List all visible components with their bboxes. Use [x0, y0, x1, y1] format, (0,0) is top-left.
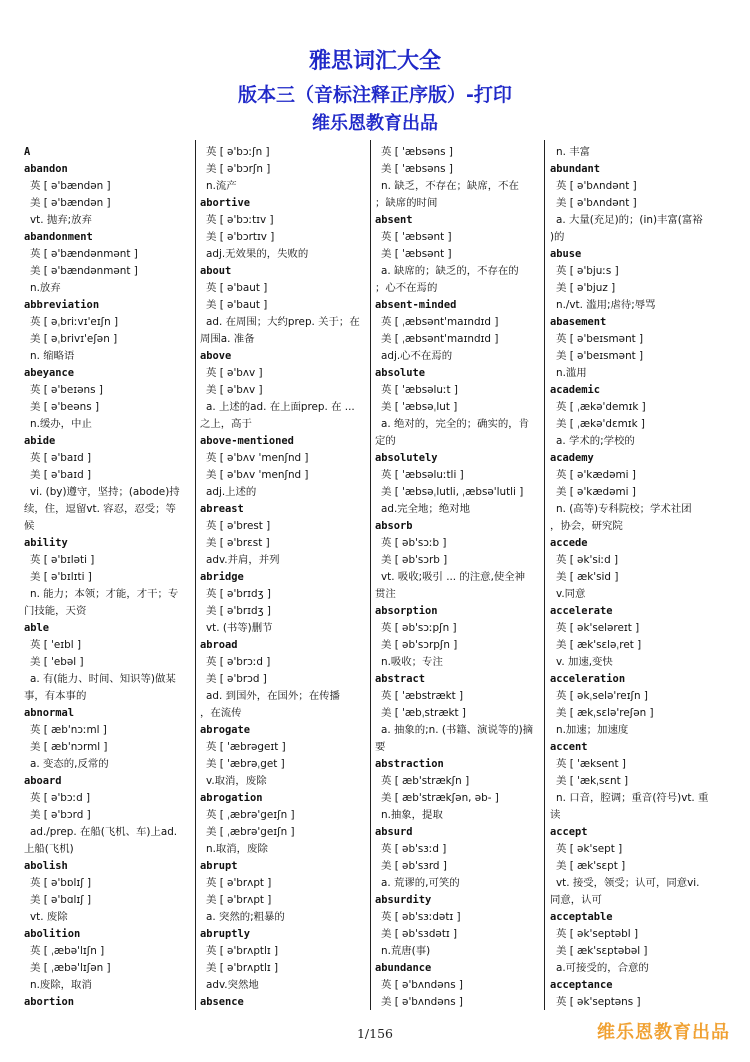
- entry-line: n. 丰富: [556, 146, 590, 158]
- entry-line: 美 [ ə'bɔrtɪv ]: [206, 231, 275, 243]
- entry-line: 美 [ ə'bʌv 'menʃnd ]: [206, 469, 309, 481]
- entry-line: a. 大量(充足)的；(in)丰富(富裕: [556, 214, 703, 226]
- headword: abortive: [200, 197, 251, 209]
- entry-line: n. 缩略语: [30, 350, 75, 362]
- entry-line: 美 [ ə'kædəmi ]: [556, 486, 636, 498]
- entry-line: 英 [ əkˌselə'reɪʃn ]: [556, 690, 648, 702]
- entry-line: n.缓办，中止: [30, 418, 92, 430]
- headword: academy: [550, 452, 594, 464]
- entry-line: 美 [ æb'strækʃən, əb- ]: [381, 792, 499, 804]
- entry-line: 英 [ ˌæbrə'geɪʃn ]: [206, 809, 295, 821]
- headword: abolish: [24, 860, 68, 872]
- entry-continuation: ，协会，研究院: [550, 520, 623, 532]
- entry-line: a. 绝对的，完全的；确实的，肯: [381, 418, 530, 430]
- entry-continuation: ，在流传: [200, 707, 242, 719]
- headword: absent: [375, 214, 413, 226]
- entry-line: a. 变态的,反常的: [30, 758, 109, 770]
- entry-line: 美 [ ə'bʌndəns ]: [381, 996, 463, 1008]
- entry-line: 英 [ ə'baɪd ]: [30, 452, 92, 464]
- entry-line: 美 [ ˌæbə'lɪʃən ]: [30, 962, 111, 974]
- entry-line: n.放弃: [30, 282, 61, 294]
- entry-line: a. 上述的ad. 在上面prep. 在 ...: [206, 401, 355, 413]
- headword: acceleration: [550, 673, 626, 685]
- entry-line: 英 [ 'æbsəluːtli ]: [381, 469, 464, 481]
- entry-line: n. 缺乏，不存在；缺席，不在: [381, 180, 519, 192]
- entry-line: 美 [ ə'bændənmənt ]: [30, 265, 138, 277]
- entry-line: 美 [ ə'baɪd ]: [30, 469, 92, 481]
- headword: absolutely: [375, 452, 438, 464]
- entry-continuation: 同意，认可: [550, 894, 602, 906]
- entry-line: vt. 废除: [30, 911, 68, 923]
- headword: absent-minded: [375, 299, 457, 311]
- entry-line: 美 [ ə'bɔrʃn ]: [206, 163, 271, 175]
- entry-line: 英 [ 'æbsəluːt ]: [381, 384, 458, 396]
- entry-line: a.可接受的，合意的: [556, 962, 649, 974]
- headword: academic: [550, 384, 601, 396]
- headword: above: [200, 350, 232, 362]
- entry-line: 美 [ 'æbrəˌget ]: [206, 758, 285, 770]
- entry-line: 英 [ ə'bʌv 'menʃnd ]: [206, 452, 309, 464]
- entry-line: 英 [ ə'bændən ]: [30, 180, 111, 192]
- headword: A: [24, 146, 31, 158]
- entry-line: 英 [ ə'bɪləti ]: [30, 554, 95, 566]
- entry-line: 英 [ ək'septəns ]: [556, 996, 641, 1008]
- entry-line: 美 [ æk'sɛpt ]: [556, 860, 626, 872]
- entry-line: 英 [ ə'kædəmi ]: [556, 469, 636, 481]
- entry-line: a. 抽象的;n. (书籍、演说等的)摘: [381, 724, 534, 736]
- entry-line: 英 [ ə'bɔːd ]: [30, 792, 91, 804]
- column-divider: [370, 140, 371, 1010]
- entry-line: 英 [ ə'bɔːtɪv ]: [206, 214, 274, 226]
- entry-line: n.加速；加速度: [556, 724, 629, 736]
- entry-line: a. 荒谬的,可笑的: [381, 877, 460, 889]
- entry-line: n.吸收；专注: [381, 656, 443, 668]
- watermark-logo: 维乐恩教育出品: [597, 1022, 730, 1043]
- entry-line: a. 突然的;粗暴的: [206, 911, 285, 923]
- entry-line: 英 [ ˌæbə'lɪʃn ]: [30, 945, 105, 957]
- entry-line: a. 缺席的；缺乏的，不存在的: [381, 265, 519, 277]
- entry-line: 美 [ ækˌsɛlə'reʃən ]: [556, 707, 654, 719]
- entry-line: 美 [ ə'brɪdʒ ]: [206, 605, 271, 617]
- headword: abstract: [375, 673, 426, 685]
- headword: abortion: [24, 996, 75, 1008]
- headword: abroad: [200, 639, 238, 651]
- headword: accept: [550, 826, 588, 838]
- entry-line: v.同意: [556, 588, 586, 600]
- entry-line: n. (高等)专科院校；学术社团: [556, 503, 692, 515]
- entry-line: 英 [ ə'bʌndəns ]: [381, 979, 463, 991]
- entry-line: adj.上述的: [206, 486, 257, 498]
- headword: abuse: [550, 248, 582, 260]
- headword: aboard: [24, 775, 62, 787]
- headword: abeyance: [24, 367, 75, 379]
- entry-line: 英 [ ə'brʌptlɪ ]: [206, 945, 279, 957]
- entry-line: 英 [ əb'sɔːpʃn ]: [381, 622, 457, 634]
- entry-line: 英 [ ə'bjuːs ]: [556, 265, 619, 277]
- entry-line: 美 [ 'ækˌsɛnt ]: [556, 775, 629, 787]
- entry-line: 英 [ ˌækə'demɪk ]: [556, 401, 646, 413]
- entry-line: ad. 到国外，在国外；在传播: [206, 690, 340, 702]
- entry-line: 英 [ ə'bændənmənt ]: [30, 248, 138, 260]
- headword: abandon: [24, 163, 68, 175]
- entry-line: 英 [ ək'seləreɪt ]: [556, 622, 640, 634]
- headword: abrupt: [200, 860, 238, 872]
- entry-line: vt. (书等)删节: [206, 622, 273, 634]
- entry-line: 英 [ æb'strækʃn ]: [381, 775, 470, 787]
- entry-line: 美 [ 'æbsənt ]: [381, 248, 452, 260]
- headword: absolute: [375, 367, 426, 379]
- entry-line: vt. 接受，领受；认可，同意vi.: [556, 877, 700, 889]
- entry-continuation: ；缺席的时间: [375, 197, 438, 209]
- entry-line: 英 [ ə'brɔːd ]: [206, 656, 271, 668]
- headword: acceptable: [550, 911, 613, 923]
- entry-line: 美 [ ə'bjuz ]: [556, 282, 616, 294]
- headword: absence: [200, 996, 244, 1008]
- headword: abundant: [550, 163, 601, 175]
- entry-line: 美 [ 'æbsəˌlut ]: [381, 401, 458, 413]
- headword: abruptly: [200, 928, 251, 940]
- headword: able: [24, 622, 50, 634]
- headword: abridge: [200, 571, 244, 583]
- entry-continuation: 定的: [375, 435, 396, 447]
- entry-line: 英 [ 'æbsənt ]: [381, 231, 452, 243]
- entry-line: 美 [ ə'bɪlɪti ]: [30, 571, 92, 583]
- entry-continuation: 读: [550, 809, 561, 821]
- document-title: 雅思词汇大全: [308, 49, 441, 74]
- headword: abreast: [200, 503, 244, 515]
- headword: abasement: [550, 316, 607, 328]
- entry-continuation: 周围a. 准备: [200, 333, 255, 345]
- entry-line: 美 [ ə'beɪsmənt ]: [556, 350, 644, 362]
- entry-line: 英 [ əb'sɜːdətɪ ]: [381, 911, 461, 923]
- entry-line: 美 [ ə'bɑlɪʃ ]: [30, 894, 92, 906]
- entry-line: 英 [ 'eɪbl ]: [30, 639, 81, 651]
- entry-line: 英 [ 'æbstrækt ]: [381, 690, 464, 702]
- headword: abrogate: [200, 724, 251, 736]
- entry-continuation: ；心不在焉的: [375, 282, 438, 294]
- entry-line: 美 [ əb'sɜrd ]: [381, 860, 447, 872]
- document-subtitle: 版本三（音标注释正序版）-打印: [238, 84, 512, 106]
- entry-line: n. 口音，腔调；重音(符号)vt. 重: [556, 792, 709, 804]
- headword: acceptance: [550, 979, 613, 991]
- entry-line: n./vt. 滥用;虐待;辱骂: [556, 299, 656, 311]
- entry-line: adv.并肩，并列: [206, 554, 280, 566]
- entry-continuation: 要: [375, 741, 386, 753]
- entry-line: n.滥用: [556, 367, 587, 379]
- entry-line: adv.突然地: [206, 979, 259, 991]
- headword: accent: [550, 741, 588, 753]
- headword: absorption: [375, 605, 438, 617]
- headword: absurd: [375, 826, 413, 838]
- entry-line: 英 [ ə'baut ]: [206, 282, 268, 294]
- entry-line: 美 [ ˌæbrə'geɪʃn ]: [206, 826, 295, 838]
- entry-line: 美 [ æk'sɛptəbəl ]: [556, 945, 648, 957]
- entry-line: 英 [ ək'sept ]: [556, 843, 623, 855]
- headword: accede: [550, 537, 588, 549]
- entry-line: 英 [ ə'brɪdʒ ]: [206, 588, 271, 600]
- entry-line: n. 能力；本领；才能，才干；专: [30, 588, 179, 600]
- entry-line: ad.完全地；绝对地: [381, 503, 470, 515]
- entry-line: 英 [ 'æbsəns ]: [381, 146, 453, 158]
- entry-line: 美 [ ə'bɔrd ]: [30, 809, 91, 821]
- entry-line: 美 [ 'æbsəˌlutli, ˌæbsə'lutli ]: [381, 486, 524, 498]
- entry-line: v. 加速,变快: [556, 656, 613, 668]
- entry-line: 美 [ ˌæbsənt'maɪndɪd ]: [381, 333, 499, 345]
- entry-line: 美 [ əb'sɔrb ]: [381, 554, 448, 566]
- entry-line: 美 [ ə'brɔd ]: [206, 673, 267, 685]
- entry-line: 英 [ ə'bɒlɪʃ ]: [30, 877, 92, 889]
- entry-line: 美 [ əˌbrivɪ'eʃən ]: [30, 333, 118, 345]
- column-divider: [544, 140, 545, 1010]
- entry-line: 美 [ 'ebəl ]: [30, 656, 84, 668]
- entry-line: 美 [ ə'bʌndənt ]: [556, 197, 637, 209]
- entry-line: 英 [ ə'beɪsmənt ]: [556, 333, 644, 345]
- entry-line: n.荒唐(事): [381, 945, 431, 957]
- headword: accelerate: [550, 605, 613, 617]
- entry-continuation: 门技能，天资: [24, 605, 87, 617]
- entry-line: vt. 抛弃;放弃: [30, 214, 92, 226]
- entry-line: 美 [ ə'bʌv ]: [206, 384, 263, 396]
- entry-line: a. 有(能力、时间、知识等)做某: [30, 673, 176, 685]
- entry-line: 英 [ ə'brest ]: [206, 520, 271, 532]
- entry-continuation: 候: [24, 520, 35, 532]
- entry-line: 英 [ ə'bʌndənt ]: [556, 180, 637, 192]
- entry-continuation: 上船(飞机): [24, 843, 74, 855]
- entry-line: 英 [ 'æbrəgeɪt ]: [206, 741, 286, 753]
- entry-line: 英 [ 'æksent ]: [556, 758, 626, 770]
- entry-line: 美 [ ə'beəns ]: [30, 401, 100, 413]
- entry-line: 英 [ ək'siːd ]: [556, 554, 619, 566]
- entry-line: 美 [ ˌækə'dɛmɪk ]: [556, 418, 645, 430]
- entry-line: 英 [ ə'bɔːʃn ]: [206, 146, 270, 158]
- entry-line: 美 [ 'æbsəns ]: [381, 163, 453, 175]
- entry-line: n.废除，取消: [30, 979, 92, 991]
- entry-line: 美 [ æb'nɔrml ]: [30, 741, 108, 753]
- page-number: 1/156: [356, 1026, 394, 1041]
- headword: ability: [24, 537, 68, 549]
- entry-line: 美 [ əb'sɜdətɪ ]: [381, 928, 458, 940]
- entry-line: n.抽象，提取: [381, 809, 443, 821]
- column-divider: [195, 140, 196, 1010]
- entry-continuation: 之上，高于: [200, 418, 252, 430]
- entry-line: 英 [ ə'bʌv ]: [206, 367, 263, 379]
- headword: above-mentioned: [200, 435, 294, 447]
- headword: abundance: [375, 962, 432, 974]
- entry-line: 英 [ əˌbriːvɪ'eɪʃn ]: [30, 316, 119, 328]
- headword: about: [200, 265, 232, 277]
- entry-line: 英 [ ə'brʌpt ]: [206, 877, 272, 889]
- entry-line: ad./prep. 在船(飞机、车)上ad.: [30, 826, 178, 838]
- vocab-column-2: [200, 144, 368, 1011]
- entry-line: 美 [ ə'brʌptlɪ ]: [206, 962, 279, 974]
- entry-line: 美 [ əb'sɔrpʃn ]: [381, 639, 458, 651]
- entry-line: 美 [ æk'sɛləˌret ]: [556, 639, 642, 651]
- entry-continuation: 续，住，逗留vt. 容忍，忍受；等: [24, 503, 176, 515]
- headword: abstraction: [375, 758, 444, 770]
- entry-line: 英 [ ə'beɪəns ]: [30, 384, 103, 396]
- entry-line: 美 [ ə'baut ]: [206, 299, 268, 311]
- entry-continuation: 贯注: [375, 588, 396, 600]
- headword: abide: [24, 435, 56, 447]
- entry-line: 英 [ əb'sɔːb ]: [381, 537, 447, 549]
- headword: absorb: [375, 520, 413, 532]
- headword: abolition: [24, 928, 81, 940]
- entry-line: 美 [ 'æbˌstrækt ]: [381, 707, 466, 719]
- entry-line: n.流产: [206, 180, 237, 192]
- vocab-column-3: [375, 144, 543, 1011]
- entry-line: adj.无效果的，失败的: [206, 248, 309, 260]
- entry-line: 美 [ ə'brʌpt ]: [206, 894, 272, 906]
- entry-line: n.取消，废除: [206, 843, 268, 855]
- entry-line: ad. 在周围；大约prep. 关于；在: [206, 316, 360, 328]
- entry-continuation: 事，有本事的: [24, 690, 87, 702]
- entry-line: v.取消，废除: [206, 775, 267, 787]
- headword: absurdity: [375, 894, 432, 906]
- vocab-column-4: [550, 144, 720, 1011]
- entry-continuation: )的: [550, 231, 565, 243]
- entry-line: vt. 吸收;吸引 ... 的注意,使全神: [381, 571, 526, 583]
- entry-line: 美 [ æk'sid ]: [556, 571, 619, 583]
- vocab-column-1: [24, 144, 192, 1011]
- publisher-line: 维乐恩教育出品: [312, 113, 438, 134]
- entry-line: 英 [ ˌæbsənt'maɪndɪd ]: [381, 316, 499, 328]
- entry-line: 英 [ ək'septəbl ]: [556, 928, 639, 940]
- headword: abandonment: [24, 231, 93, 243]
- entry-line: 英 [ əb'sɜːd ]: [381, 843, 447, 855]
- entry-line: adj.心不在焉的: [381, 350, 453, 362]
- headword: abnormal: [24, 707, 75, 719]
- entry-line: 英 [ æb'nɔːml ]: [30, 724, 107, 736]
- headword: abrogation: [200, 792, 263, 804]
- entry-line: 美 [ ə'bændən ]: [30, 197, 111, 209]
- headword: abbreviation: [24, 299, 100, 311]
- entry-line: vi. (by)遵守，坚持；(abode)持: [30, 486, 180, 498]
- entry-line: a. 学术的;学校的: [556, 435, 635, 447]
- entry-line: 美 [ ə'brɛst ]: [206, 537, 270, 549]
